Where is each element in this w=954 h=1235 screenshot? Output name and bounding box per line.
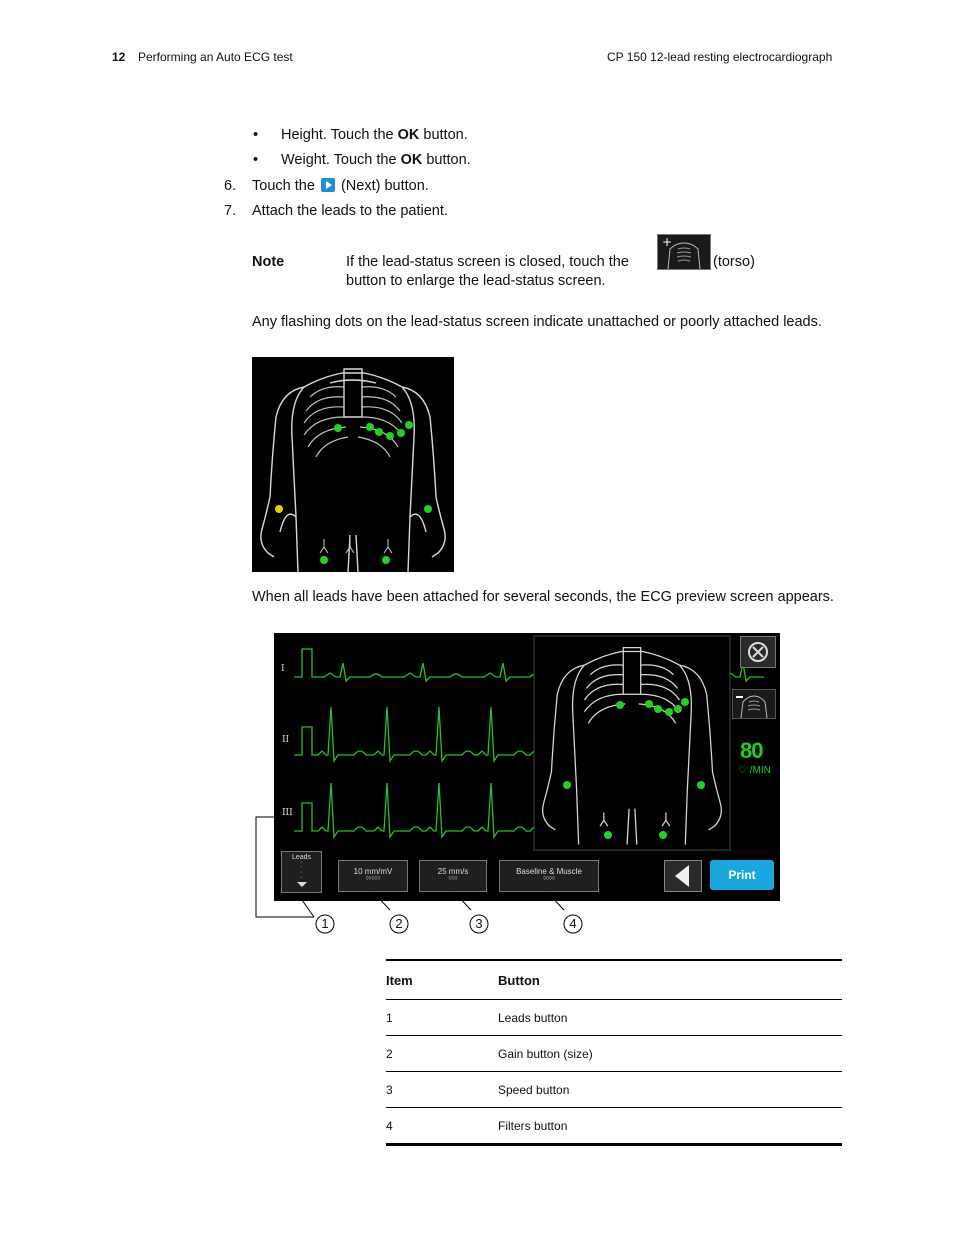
bullet-height: Height. Touch the OK button.: [281, 127, 468, 143]
step-number: 6.: [224, 178, 237, 194]
heart-rate-unit: ♡ /MIN: [738, 765, 771, 776]
callout-4: 4: [569, 916, 577, 931]
table-cell-item: 1: [386, 1000, 498, 1036]
gain-button[interactable]: 10 mm/mV ◊◊◊◊◊: [338, 860, 408, 892]
table-cell-item: 2: [386, 1036, 498, 1072]
document-title: CP 150 12-lead resting electrocardiograph: [607, 50, 833, 64]
heart-rate-value: 80: [740, 738, 763, 763]
table-header-item: Item: [386, 960, 498, 1000]
table-cell-item: 3: [386, 1072, 498, 1108]
svg-text:+: +: [662, 235, 673, 249]
speed-button-label: 25 mm/s: [437, 867, 469, 876]
note-line-2: button to enlarge the lead-status screen.: [346, 273, 606, 289]
bullet-mark: •: [253, 152, 259, 168]
table-cell-button: Speed button: [498, 1072, 842, 1108]
leads-button-label: Leads: [291, 854, 312, 861]
table-header-button: Button: [498, 960, 842, 1000]
lead-label-iii: III: [282, 808, 293, 818]
table-cell-item: 4: [386, 1118, 393, 1133]
table-row: [386, 1108, 842, 1145]
note-label: Note: [252, 254, 285, 270]
gain-button-label: 10 mm/mV: [353, 867, 393, 876]
table-cell-button: Leads button: [498, 1000, 842, 1036]
print-button[interactable]: Print: [710, 860, 774, 890]
section-title: Performing an Auto ECG test: [138, 50, 293, 64]
filters-button[interactable]: Baseline & Muscle ◊◊◊◊: [499, 860, 599, 892]
note-line-1-end: (torso): [713, 254, 755, 270]
speed-button[interactable]: 25 mm/s ◊◊◊: [419, 860, 487, 892]
note-line-1: If the lead-status screen is closed, touch the: [346, 254, 629, 270]
step-number: 7.: [224, 203, 237, 219]
lead-label-i: I: [281, 664, 285, 674]
leads-button[interactable]: Leads ◦ ◦ ◦ ◦: [281, 851, 322, 893]
table-cell-button: Filters button: [498, 1118, 568, 1133]
table-cell-button: Gain button (size): [498, 1036, 842, 1072]
table-row: [386, 1000, 842, 1036]
lead-label-ii: II: [282, 735, 290, 745]
filters-button-label: Baseline & Muscle: [516, 867, 582, 876]
preview-paragraph: When all leads have been attached for several seconds, the ECG preview screen appears.: [252, 589, 834, 605]
flashing-dots-paragraph: Any flashing dots on the lead-status screen indicate unattached or poorly attached leads.: [252, 314, 822, 330]
table-row: [386, 1036, 842, 1072]
table-header-row: [386, 960, 842, 1000]
step-6-text: Touch the (Next) button.: [252, 178, 429, 194]
table-row: [386, 1072, 842, 1108]
step-7-text: Attach the leads to the patient.: [252, 203, 448, 219]
page-number: 12: [112, 50, 126, 64]
callout-3: 3: [475, 916, 483, 931]
callout-1: 1: [321, 916, 329, 931]
bullet-mark: •: [253, 127, 259, 143]
bullet-weight: Weight. Touch the OK button.: [281, 152, 471, 168]
callout-2: 2: [395, 916, 403, 931]
item-button-table: [386, 959, 842, 1146]
